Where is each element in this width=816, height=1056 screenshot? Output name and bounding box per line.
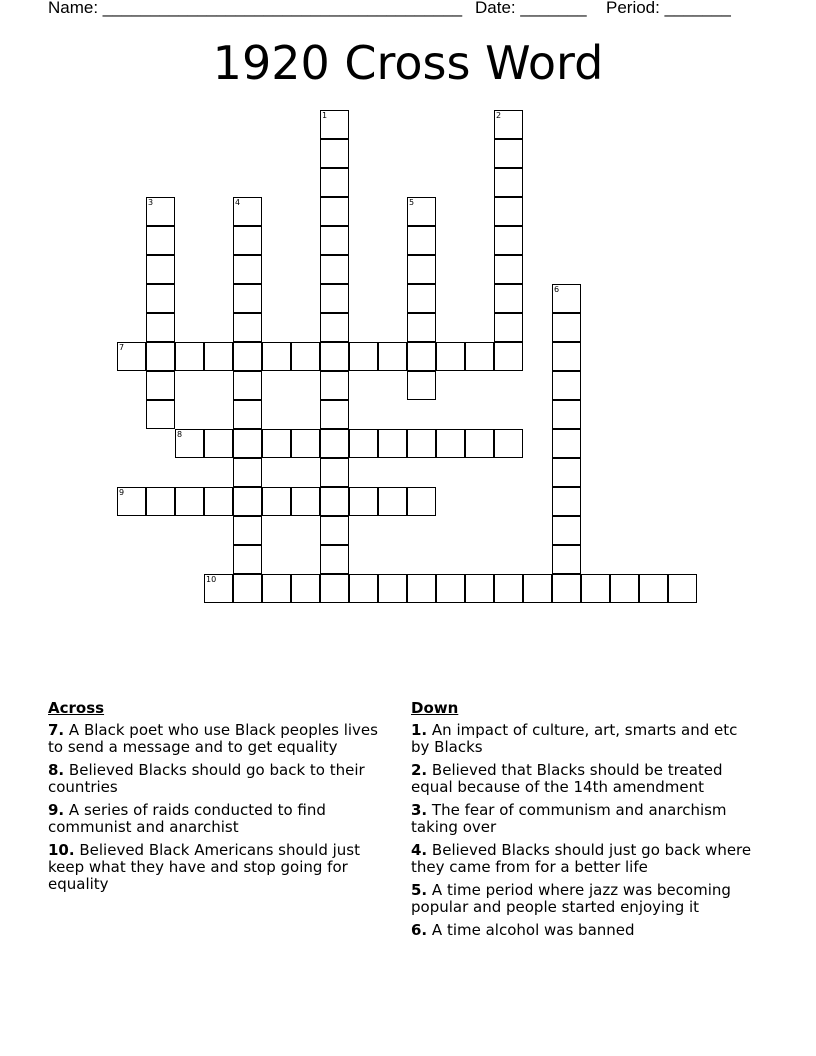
- crossword-cell[interactable]: [320, 342, 349, 371]
- clue-number-label: 4: [235, 198, 241, 207]
- crossword-cell[interactable]: [320, 429, 349, 458]
- crossword-cell[interactable]: [407, 284, 436, 313]
- crossword-cell[interactable]: [233, 574, 262, 603]
- crossword-cell[interactable]: [552, 487, 581, 516]
- clue-text: Believed Blacks should just go back where they came from for a better life: [411, 841, 752, 876]
- crossword-cell[interactable]: [233, 284, 262, 313]
- crossword-cell[interactable]: [204, 487, 233, 516]
- name-field[interactable]: Name: ______________________________________: [48, 0, 463, 17]
- crossword-cell[interactable]: [320, 226, 349, 255]
- clue-text: A time alcohol was banned: [431, 921, 635, 939]
- crossword-cell[interactable]: [494, 168, 523, 197]
- crossword-cell[interactable]: [233, 545, 262, 574]
- crossword-cell[interactable]: [668, 574, 697, 603]
- crossword-cell[interactable]: [407, 342, 436, 371]
- crossword-cell[interactable]: [146, 487, 175, 516]
- crossword-cell[interactable]: [349, 342, 378, 371]
- crossword-cell[interactable]: [320, 313, 349, 342]
- clue-item: [48, 722, 393, 756]
- crossword-cell[interactable]: [291, 574, 320, 603]
- crossword-cell[interactable]: [552, 574, 581, 603]
- crossword-cell[interactable]: [552, 371, 581, 400]
- clue-item: [48, 802, 393, 836]
- clue-number: 5.: [411, 881, 428, 899]
- clue-number: 2.: [411, 761, 428, 779]
- crossword-cell[interactable]: [378, 342, 407, 371]
- crossword-cell[interactable]: [610, 574, 639, 603]
- crossword-cell[interactable]: [320, 168, 349, 197]
- crossword-cell[interactable]: [204, 574, 233, 603]
- clue-number-label: 3: [148, 198, 154, 207]
- crossword-cell[interactable]: [378, 574, 407, 603]
- clue-item: [411, 922, 756, 939]
- crossword-cell[interactable]: [146, 226, 175, 255]
- crossword-cell[interactable]: [233, 342, 262, 371]
- crossword-cell[interactable]: [378, 429, 407, 458]
- crossword-cell[interactable]: [320, 255, 349, 284]
- crossword-cell[interactable]: [494, 226, 523, 255]
- crossword-cell[interactable]: [407, 574, 436, 603]
- crossword-cell[interactable]: [262, 342, 291, 371]
- crossword-cell[interactable]: [146, 197, 175, 226]
- clue-number: 4.: [411, 841, 428, 859]
- crossword-cell[interactable]: [117, 487, 146, 516]
- crossword-cell[interactable]: [175, 429, 204, 458]
- crossword-cell[interactable]: [523, 574, 552, 603]
- crossword-cell[interactable]: [233, 516, 262, 545]
- crossword-cell[interactable]: [291, 342, 320, 371]
- crossword-cell[interactable]: [465, 574, 494, 603]
- across-heading: Across: [48, 699, 105, 717]
- crossword-cell[interactable]: [552, 516, 581, 545]
- crossword-cell[interactable]: [320, 371, 349, 400]
- crossword-cell[interactable]: [320, 545, 349, 574]
- crossword-cell[interactable]: [552, 284, 581, 313]
- crossword-cell[interactable]: [175, 342, 204, 371]
- crossword-cell[interactable]: [494, 342, 523, 371]
- crossword-cell[interactable]: [291, 429, 320, 458]
- clue-text: An impact of culture, art, smarts and etc by Blacks: [411, 721, 738, 756]
- crossword-cell[interactable]: [146, 342, 175, 371]
- crossword-cell[interactable]: [465, 429, 494, 458]
- crossword-cell[interactable]: [320, 487, 349, 516]
- clue-text: A series of raids conducted to find communist and anarchist: [48, 801, 326, 836]
- crossword-cell[interactable]: [349, 429, 378, 458]
- crossword-cell[interactable]: [262, 487, 291, 516]
- crossword-cell[interactable]: [320, 400, 349, 429]
- down-clues: [411, 700, 756, 945]
- clue-number-label: 9: [119, 488, 125, 497]
- crossword-cell[interactable]: [262, 429, 291, 458]
- clue-item: [411, 762, 756, 796]
- clue-number: 6.: [411, 921, 428, 939]
- crossword-cell[interactable]: [233, 458, 262, 487]
- clue-number-label: 5: [409, 198, 415, 207]
- crossword-cell[interactable]: [494, 429, 523, 458]
- clue-text: A Black poet who use Black peoples lives to send a message and to get equality: [48, 721, 378, 756]
- date-field[interactable]: Date: _______: [475, 0, 587, 17]
- crossword-cell[interactable]: [233, 255, 262, 284]
- crossword-cell[interactable]: [175, 487, 204, 516]
- puzzle-title: 1920 Cross Word: [212, 36, 604, 90]
- crossword-cell[interactable]: [552, 545, 581, 574]
- crossword-cell[interactable]: [639, 574, 668, 603]
- crossword-cell[interactable]: [407, 487, 436, 516]
- clue-number: 8.: [48, 761, 65, 779]
- crossword-cell[interactable]: [494, 255, 523, 284]
- crossword-cell[interactable]: [233, 197, 262, 226]
- crossword-cell[interactable]: [581, 574, 610, 603]
- crossword-cell[interactable]: [320, 197, 349, 226]
- crossword-cell[interactable]: [233, 487, 262, 516]
- crossword-cell[interactable]: [407, 429, 436, 458]
- crossword-cell[interactable]: [378, 487, 407, 516]
- crossword-cell[interactable]: [233, 400, 262, 429]
- crossword-cell[interactable]: [320, 574, 349, 603]
- crossword-cell[interactable]: [494, 139, 523, 168]
- crossword-cell[interactable]: [204, 342, 233, 371]
- crossword-cell[interactable]: [407, 255, 436, 284]
- clue-item: [48, 762, 393, 796]
- crossword-cell[interactable]: [117, 342, 146, 371]
- clue-item: [48, 842, 393, 893]
- crossword-cell[interactable]: [552, 400, 581, 429]
- crossword-cell[interactable]: [320, 284, 349, 313]
- crossword-cell[interactable]: [233, 226, 262, 255]
- crossword-cell[interactable]: [262, 574, 291, 603]
- crossword-cell[interactable]: [494, 313, 523, 342]
- crossword-cell[interactable]: [494, 110, 523, 139]
- clue-number: 3.: [411, 801, 428, 819]
- clue-number-label: 2: [496, 111, 502, 120]
- crossword-cell[interactable]: [407, 371, 436, 400]
- clue-number-label: 1: [322, 111, 328, 120]
- crossword-cell[interactable]: [436, 574, 465, 603]
- clue-text: Believed that Blacks should be treated equal because of the 14th amendment: [411, 761, 723, 796]
- down-heading: Down: [411, 699, 459, 717]
- clue-number: 1.: [411, 721, 428, 739]
- crossword-cell[interactable]: [436, 429, 465, 458]
- period-field[interactable]: Period: _______: [606, 0, 731, 17]
- clue-number: 9.: [48, 801, 65, 819]
- crossword-cell[interactable]: [552, 313, 581, 342]
- crossword-cell[interactable]: [233, 429, 262, 458]
- crossword-cell[interactable]: [407, 197, 436, 226]
- crossword-cell[interactable]: [146, 400, 175, 429]
- clue-item: [411, 842, 756, 876]
- crossword-cell[interactable]: [146, 313, 175, 342]
- crossword-cell[interactable]: [204, 429, 233, 458]
- clue-number: 10.: [48, 841, 75, 859]
- crossword-cell[interactable]: [407, 313, 436, 342]
- crossword-cell[interactable]: [349, 574, 378, 603]
- crossword-cell[interactable]: [146, 284, 175, 313]
- crossword-cell[interactable]: [494, 284, 523, 313]
- crossword-cell[interactable]: [233, 371, 262, 400]
- crossword-cell[interactable]: [552, 458, 581, 487]
- clue-item: [411, 802, 756, 836]
- clue-number-label: 6: [554, 285, 560, 294]
- crossword-cell[interactable]: [465, 342, 494, 371]
- crossword-cell[interactable]: [407, 226, 436, 255]
- crossword-cell[interactable]: [552, 429, 581, 458]
- crossword-cell[interactable]: [349, 487, 378, 516]
- clue-number: 7.: [48, 721, 65, 739]
- crossword-cell[interactable]: [146, 255, 175, 284]
- clue-item: [411, 882, 756, 916]
- clue-number-label: 7: [119, 343, 125, 352]
- clue-text: Believed Black Americans should just keep what they have and stop going for equality: [48, 841, 360, 893]
- crossword-cell[interactable]: [436, 342, 465, 371]
- clue-number-label: 8: [177, 430, 183, 439]
- crossword-cell[interactable]: [320, 110, 349, 139]
- clue-item: [411, 722, 756, 756]
- crossword-cell[interactable]: [494, 574, 523, 603]
- crossword-cell[interactable]: [320, 458, 349, 487]
- clue-number-label: 10: [206, 575, 217, 584]
- clue-text: The fear of communism and anarchism taking over: [411, 801, 727, 836]
- crossword-cell[interactable]: [320, 139, 349, 168]
- crossword-cell[interactable]: [146, 371, 175, 400]
- clue-text: A time period where jazz was becoming popular and people started enjoying it: [411, 881, 731, 916]
- crossword-cell[interactable]: [291, 487, 320, 516]
- across-clues: [48, 700, 393, 899]
- crossword-cell[interactable]: [494, 197, 523, 226]
- crossword-cell[interactable]: [233, 313, 262, 342]
- crossword-cell[interactable]: [552, 342, 581, 371]
- crossword-cell[interactable]: [320, 516, 349, 545]
- clue-text: Believed Blacks should go back to their countries: [48, 761, 365, 796]
